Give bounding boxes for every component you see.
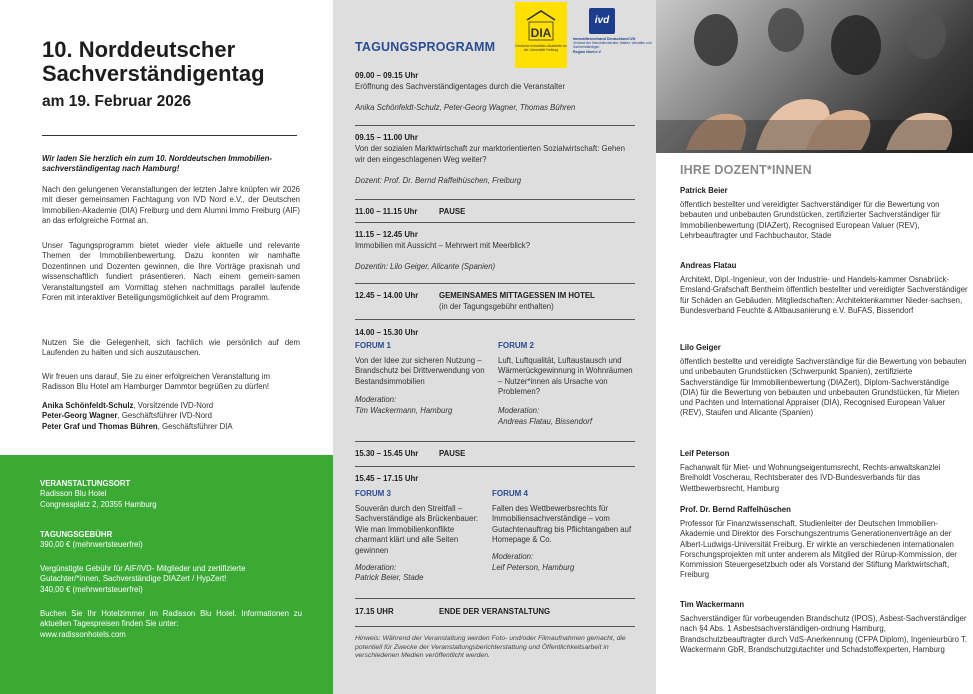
program-block: 09.15 – 11.00 Uhr Von der sozialen Marktwirtschaft zur marktorientierten Sozialwirtschaft: Gehen wir den eingeschlagenen Weg weiter? Dozent: Prof. Dr. Bernd Raffelhüschen, Freiburg: [355, 133, 625, 185]
lecturer-entry: Lilo Geiger öffentlich bestellte und vereidigte Sachverständige für die Bewertung von bebauten und unbebauten Grundstücken (Schwerpunkt Spanien), zertifizierte Sachverständige für Immobilienbewertung (DIAZert), Diplom-Sachverständige (DIA) für die Bewertung von bebauten und unbebauten Grundstücken, für Mieten und Pachten und International Appraiser (DIA), Recognised European Valuer (REV), Staufen und Alicante (Spanien): [680, 343, 967, 418]
forum-4: FORUM 4 Fallen des Wettbewerbsrechts für Immobiliensachverständige – vom Gutachtenauftrag bis Pflichtangaben auf Homepage & Co. Moderation: Leif Peterson, Hamburg: [492, 489, 632, 572]
ivd-logo: ivd Immobilienverband Deutschland IVD Verband der Immobilienberater, Makler, Verwalter und Sachverständigen Region Nord e.V.: [573, 4, 655, 64]
signature-line: Peter-Georg Wagner, Geschäftsführer IVD-Nord: [42, 411, 212, 421]
venue-box: [0, 455, 333, 694]
paragraph-4: Wir freuen uns darauf, Sie zu einer erfolgreichen Veranstaltung im Radisson Blu Hotel am Hamburger Dammtor begrüßen zu dürfen!: [42, 372, 270, 392]
program-heading: TAGUNGSPROGRAMM: [355, 40, 496, 54]
reduced-fee-info: Vergünstigte Gebühr für AIF/IVD- Mitglieder und zertifizierte Gutachter/*innen, Sachverständige DIAZert / HypZert! 340,00 € (mehrwertsteuerfrei): [40, 564, 246, 594]
lecturer-entry: Prof. Dr. Bernd Raffelhüschen Professor für Finanzwissenschaft, Studienleiter der Deutschen Immobilien-Akademie und Direktor des Forschungszentrums Generationenverträge an der Albert-Ludwigs-Universität Freiburg. Er wirkte an verschiedenen internationalen Forschungsprojekten mit unter anderem als Mitglied der Rürup-Kommission, der Kommission Steuergesetzbuch oder als Vorstand der Stiftung Marktwirtschaft, Freiburg: [680, 505, 957, 580]
divider: [355, 199, 635, 200]
divider: [355, 466, 635, 467]
forum-3: FORUM 3 Souverän durch den Streitfall – Sachverständige als Brückenbauer: Wie man Immobilienkonflikte charmant klärt und alle Seiten gewinnen Moderation: Patrick Beier, Stade: [355, 489, 479, 583]
program-block: 09.00 – 09.15 Uhr Eröffnung des Sachverständigentages durch die Veranstalter Anika Schönfeldt-Schulz, Peter-Georg Wagner, Thomas Bühren: [355, 71, 576, 112]
program-column: [333, 0, 656, 694]
hotel-info: Buchen Sie Ihr Hotelzimmer im Radisson Blu Hotel. Informationen zu aktuellen Tagespreisen finden Sie unter: www.radissonhotels.com: [40, 609, 302, 639]
fee-info: TAGUNGSGEBÜHR 390,00 € (mehrwertsteuerfrei): [40, 530, 143, 550]
signatures: [42, 401, 300, 432]
lecturer-entry: Leif Peterson Fachanwalt für Miet- und Wohnungseigentumsrecht, Rechts-anwaltskanzlei Breiholdt Voscherau, Rechtsberater des IVD-Bundesverbands für das Wettbewerbsrecht, Hamburg: [680, 449, 941, 493]
program-time: 14.00 – 15.30 Uhr: [355, 328, 419, 337]
divider: [355, 441, 635, 442]
lecturers-column: [656, 0, 973, 694]
lecturer-entry: Patrick Beier öffentlich bestellter und vereidigter Sachverständiger für die Bewertung von bebauten und unbebauten Grundstücken, zertifizierter Sachverständiger für Immobilienbewertung (DIAZert), Recognised European Valuer (REV), Lehrbeauftragter und Fachbuchautor, Stade: [680, 186, 941, 240]
hotel-link[interactable]: www.radissonhotels.com: [40, 629, 126, 639]
dia-house-icon: [524, 8, 558, 42]
program-time: 15.45 – 17.15 Uhr: [355, 474, 419, 483]
forum-2: FORUM 2 Luft, Luftqualität, Luftaustausch und Wärmerückgewinnung in Wohnräumen – Nutzer*innen als Ursache von Problemen? Moderation: Andreas Flatau, Bissendorf: [498, 341, 633, 426]
divider: [42, 135, 297, 136]
photo-notice: Hinweis: Während der Veranstaltung werden Foto- und/oder Filmaufnahmen gemacht, die potentiell für Zwecke der Veranstaltungsberichterstattung und Öffentlichkeitsarbeit in verschiedenen Medien veröffentlicht werden.: [355, 635, 626, 660]
svg-text:DIA: DIA: [530, 26, 552, 40]
divider: [355, 319, 635, 320]
program-block: 11.15 – 12.45 Uhr Immobilien mit Aussicht – Mehrwert mit Meerblick? Dozentin: Lilo Geiger, Alicante (Spanien): [355, 230, 531, 271]
divider: [355, 598, 635, 599]
dia-logo: DIA Deutsche Immobilien-Akademie an der Universität Freiburg: [515, 2, 567, 68]
paragraph-1: Nach den gelungenen Veranstaltungen der letzten Jahre knüpfen wir 2026 mit dieser gemeinsamen Fachtagung von IVD Nord e.V., der Deutschen Immobilien-Akademie (DIA) Freiburg und dem Alumni Immo Freiburg (AIF) an das erfolgreiche Format an.: [42, 185, 300, 226]
event-date: am 19. Februar 2026: [42, 93, 192, 110]
audience-photo: [656, 0, 973, 153]
program-end: 17.15 UHR ENDE DER VERANSTALTUNG: [355, 607, 551, 616]
page-title: 10. Norddeutscher Sachverständigentag: [42, 37, 265, 86]
paragraph-3: Nutzen Sie die Gelegenheit, sich fachlich wie persönlich auf dem Laufenden zu halten und sich auszutauschen.: [42, 338, 300, 358]
divider: [355, 283, 635, 284]
invitation-column: [0, 0, 333, 694]
lecturer-entry: Andreas Flatau Architekt, Dipl.-Ingenieur, von der Industrie- und Handels-kammer Osnabrück-Emsland-Grafschaft Bentheim öffentlich bestellter und vereidigter Sachverständiger für Schäden an Gebäuden. Mitgliedschaften: Architektenkammer Nieder-sachsen, Bundesverband Feuchte & Altbausanierung e.V. BuFAS, Bissendorf: [680, 261, 968, 315]
program-pause: 11.00 – 11.15 Uhr PAUSE: [355, 207, 466, 216]
signature-line: Anika Schönfeldt-Schulz, Vorsitzende IVD-Nord: [42, 401, 214, 410]
forum-1: FORUM 1 Von der Idee zur sicheren Nutzung – Brandschutz bei Drittverwendung von Bestandsimmobilien Moderation: Tim Wackermann, Hamburg: [355, 341, 485, 415]
program-lunch: 12.45 – 14.00 Uhr GEMEINSAMES MITTAGESSEN IM HOTEL: [355, 291, 595, 300]
lecturer-entry: Tim Wackermann Sachverständiger für vorbeugenden Brandschutz (IPOS), Asbest-Sachverständiger nach §4 Abs. 1 Asbestsachverständigen-ordnung Hamburg, Brandschutzbeauftragter durch VdS-Anerkennung (CFPA Diplom), Ingenieurbüro T. Wackermann GbR, Brandschutzgutachter und Schadstoffexperten, Hamburg: [680, 600, 968, 654]
lunch-note: (in der Tagungsgebühr enthalten): [439, 302, 554, 311]
divider: [355, 125, 635, 126]
applause-image: [656, 0, 973, 153]
venue-info: VERANSTALTUNGSORT Radisson Blu Hotel Congressplatz 2, 20355 Hamburg: [40, 479, 157, 509]
divider: [355, 222, 635, 223]
program-pause: 15.30 – 15.45 Uhr PAUSE: [355, 449, 466, 458]
paragraph-2: Unser Tagungsprogramm bietet wieder viele aktuelle und relevante Themen der Immobilienbewertung. Dazu konnten wir namhafte Dozentinnen und Dozenten gewinnen, die Ihre Vorträge praxisnah und wissenschaftlich fundiert präsentieren. Nach einem gemein-samen Veranstaltungsteil am Vormittag stehen nachmittags parallel laufende Foren mit interaktiver Beteiligungsmöglichkeit auf dem Programm.: [42, 241, 300, 303]
intro-text: Wir laden Sie herzlich ein zum 10. Norddeutschen Immobilien-sachverständigentag nach Hamburg!: [42, 154, 272, 174]
signature-line: Peter Graf und Thomas Bühren, Geschäftsführer DIA: [42, 421, 233, 431]
lecturers-heading: IHRE DOZENT*INNEN: [680, 163, 812, 177]
divider: [355, 626, 635, 627]
